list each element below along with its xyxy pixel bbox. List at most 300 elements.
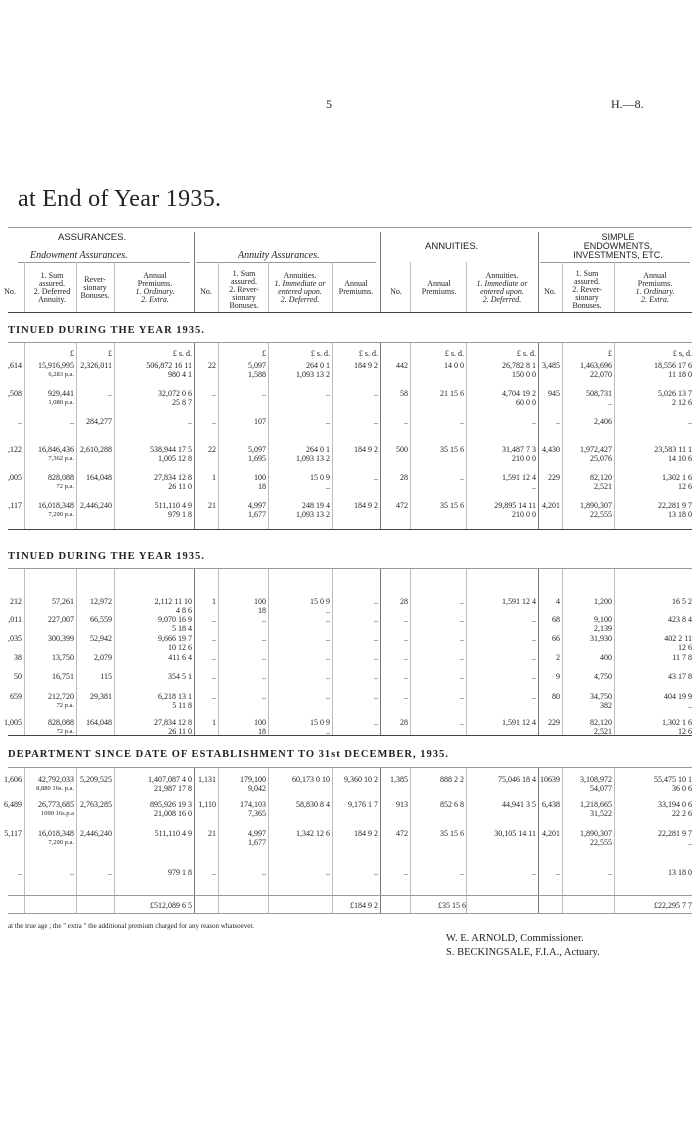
- table-cell-sub: 12 6: [678, 727, 692, 736]
- table-cell: 16 5 2: [672, 597, 692, 606]
- table-cell: 184 9 2: [354, 829, 378, 838]
- table-cell: 4,997: [248, 829, 266, 838]
- table-cell: ..: [688, 417, 692, 426]
- table-cell: 929,441: [48, 389, 74, 398]
- table-cell: ..: [374, 597, 378, 606]
- header-simple-1: SIMPLE: [601, 232, 635, 242]
- table-cell: 11 7 8: [672, 653, 692, 662]
- table-cell: 4,201: [542, 829, 560, 838]
- total-annuity-assurances: £184 9 2: [350, 901, 378, 910]
- table-cell: 22: [208, 445, 216, 454]
- table-cell: 22,281 9 7: [658, 501, 692, 510]
- table-cell: ..: [460, 718, 464, 727]
- table-cell: ..: [460, 615, 464, 624]
- table-cell-sub: 9,042: [248, 784, 266, 793]
- table-cell: ,117: [8, 501, 22, 510]
- table-cell: ..: [70, 417, 74, 426]
- table-cell: 1: [212, 473, 216, 482]
- table-cell: 212,720: [48, 692, 74, 701]
- table-cell-sub: 12 6: [678, 643, 692, 652]
- table-cell: ..: [404, 615, 408, 624]
- table-cell: ..: [374, 389, 378, 398]
- table-cell: 404 19 9: [664, 692, 692, 701]
- table-cell: 284,277: [86, 417, 112, 426]
- currency-unit: £ s. d.: [172, 349, 192, 358]
- table-cell-sub: 18: [258, 727, 266, 736]
- table-cell-sub: 26 11 0: [168, 727, 192, 736]
- table-cell: ..: [212, 692, 216, 701]
- table-cell: 29,895 14 11: [494, 501, 536, 510]
- table-cell: 1: [212, 597, 216, 606]
- table-cell: ..: [460, 417, 464, 426]
- table-cell-sub: 1,080 p.a.: [48, 399, 74, 406]
- table-cell: 300,399: [48, 634, 74, 643]
- table-cell: 22,281 9 7: [658, 829, 692, 838]
- table-cell: ..: [460, 634, 464, 643]
- table-cell: 50: [14, 672, 22, 681]
- table-cell: 4,704 19 2: [502, 389, 536, 398]
- table-cell-sub: 150 0 0: [512, 370, 536, 379]
- table-cell-sub: 210 0 0: [512, 510, 536, 519]
- table-cell: 164,048: [86, 718, 112, 727]
- table-cell-sub: 11 18 0: [668, 370, 692, 379]
- table-cell: 164,048: [86, 473, 112, 482]
- table-cell: 184 9 2: [354, 361, 378, 370]
- table-cell: ..: [212, 615, 216, 624]
- table-cell: 2,446,240: [80, 829, 112, 838]
- table-cell: ..: [460, 672, 464, 681]
- table-cell: ..: [212, 868, 216, 877]
- table-cell-sub: 8,880 16s. p.a.: [36, 785, 74, 792]
- table-cell: 68: [552, 615, 560, 624]
- section-title-1: TINUED DURING THE YEAR 1935.: [8, 325, 205, 336]
- table-cell: 5,097: [248, 445, 266, 454]
- table-cell: 44,941 3 5: [502, 800, 536, 809]
- table-cell: ..: [460, 597, 464, 606]
- table-cell: 2,326,011: [80, 361, 112, 370]
- table-cell: ..: [326, 615, 330, 624]
- table-cell: 5,097: [248, 361, 266, 370]
- table-cell: ..: [404, 672, 408, 681]
- table-cell: 4,201: [542, 501, 560, 510]
- table-cell-sub: 12 6: [678, 482, 692, 491]
- table-cell: 30,105 14 11: [494, 829, 536, 838]
- table-cell: 1,200: [594, 597, 612, 606]
- table-cell: ,035: [8, 634, 22, 643]
- table-cell: 229: [548, 718, 560, 727]
- table-cell-sub: 1,677: [248, 510, 266, 519]
- header-simple-2: ENDOWMENTS,: [583, 241, 653, 251]
- table-cell-sub: 1090 16s.p.a: [40, 810, 74, 817]
- page-number: 5: [326, 97, 332, 111]
- table-cell: 179,100: [240, 775, 266, 784]
- table-cell: 6,218 13 1: [158, 692, 192, 701]
- table-cell: 212: [10, 597, 22, 606]
- table-cell: ..: [374, 615, 378, 624]
- table-cell: 21 15 6: [440, 389, 464, 398]
- table-cell-sub: 18: [258, 606, 266, 615]
- table-cell: 1,407,087 4 0: [148, 775, 192, 784]
- table-cell: ..: [212, 634, 216, 643]
- table-cell-sub: 22,555: [590, 838, 612, 847]
- table-cell: ,508: [8, 389, 22, 398]
- table-cell: 2,446,240: [80, 501, 112, 510]
- table-cell: 1,302 1 6: [662, 473, 692, 482]
- table-cell: 229: [548, 473, 560, 482]
- table-cell: 5,117: [4, 829, 22, 838]
- table-cell: 34,750: [590, 692, 612, 701]
- header-simple-3: INVESTMENTS, ETC.: [573, 250, 663, 260]
- table-cell: 35 15 6: [440, 501, 464, 510]
- table-cell: 10639: [540, 775, 560, 784]
- table-cell: 43 17 8: [668, 672, 692, 681]
- table-cell: 354 5 1: [168, 672, 192, 681]
- currency-unit: £ s. d.: [310, 349, 330, 358]
- table-cell: ..: [326, 417, 330, 426]
- table-cell: 828,088: [48, 718, 74, 727]
- table-cell-sub: 7,290 p.a.: [48, 839, 74, 846]
- table-cell-sub: 21,987 17 8: [154, 784, 192, 793]
- table-cell: 22: [208, 361, 216, 370]
- total-endowment: £512,089 6 5: [150, 901, 192, 910]
- table-cell: ..: [556, 868, 560, 877]
- currency-unit: £: [70, 349, 74, 358]
- table-cell: 828,088: [48, 473, 74, 482]
- currency-unit: £: [108, 349, 112, 358]
- table-cell: 852 6 8: [440, 800, 464, 809]
- table-cell-sub: 382: [600, 701, 612, 710]
- signature-commissioner: W. E. ARNOLD, Commissioner.: [446, 933, 584, 944]
- table-cell: ..: [326, 672, 330, 681]
- table-cell-sub: ..: [608, 398, 612, 407]
- table-cell: 66,559: [90, 615, 112, 624]
- table-cell-sub: 54,077: [590, 784, 612, 793]
- table-cell: 979 1 8: [168, 868, 192, 877]
- table-cell: ..: [18, 868, 22, 877]
- table-cell: 174,103: [240, 800, 266, 809]
- footnote: at the true age ; the " extra " the additional premium charged for any reason whatsoever.: [8, 922, 255, 930]
- table-cell: 15 0 9: [310, 718, 330, 727]
- table-cell: ..: [374, 868, 378, 877]
- table-cell: 16,751: [52, 672, 74, 681]
- table-cell: 2,763,285: [80, 800, 112, 809]
- table-cell: 4: [556, 597, 560, 606]
- table-cell: 1: [212, 718, 216, 727]
- table-cell: ..: [460, 653, 464, 662]
- table-cell-sub: 22 2 6: [672, 809, 692, 818]
- table-cell: 80: [552, 692, 560, 701]
- table-cell: 1,606: [4, 775, 22, 784]
- table-cell-sub: 31,522: [590, 809, 612, 818]
- table-cell-sub: 1,588: [248, 370, 266, 379]
- table-cell-sub: 2,521: [594, 727, 612, 736]
- table-cell: 115: [100, 672, 112, 681]
- table-cell-sub: 2,139: [594, 624, 612, 633]
- table-cell: 184 9 2: [354, 445, 378, 454]
- table-cell: ..: [532, 615, 536, 624]
- table-cell: 35 15 6: [440, 829, 464, 838]
- table-cell-sub: 2,521: [594, 482, 612, 491]
- table-cell: 1,591 12 4: [502, 718, 536, 727]
- header-annuities: ANNUITIES.: [425, 241, 479, 252]
- table-cell: 1,005: [4, 718, 22, 727]
- section-title-3: DEPARTMENT SINCE DATE OF ESTABLISHMENT TO 31st DECEMBER, 1935.: [8, 749, 449, 760]
- table-cell: 4,430: [542, 445, 560, 454]
- table-cell-sub: 2 12 6: [672, 398, 692, 407]
- table-cell: 23,583 11 1: [654, 445, 692, 454]
- table-cell: ,614: [8, 361, 22, 370]
- table-cell-sub: 7,362 p.a.: [48, 455, 74, 462]
- table-cell: ..: [212, 389, 216, 398]
- table-cell: ..: [212, 417, 216, 426]
- table-cell: ,005: [8, 473, 22, 482]
- table-cell: ..: [460, 868, 464, 877]
- table-cell: 9,360 10 2: [344, 775, 378, 784]
- table-cell-sub: 14 10 6: [668, 454, 692, 463]
- table-cell: ..: [374, 634, 378, 643]
- table-cell: 27,834 12 8: [154, 473, 192, 482]
- table-cell: 21: [208, 829, 216, 838]
- table-cell: 1,591 12 4: [502, 473, 536, 482]
- table-cell: ..: [326, 389, 330, 398]
- table-cell-sub: 21,008 16 0: [154, 809, 192, 818]
- table-cell: 13 18 0: [668, 868, 692, 877]
- table-cell-sub: 7,290 p.a.: [48, 511, 74, 518]
- table-cell: ..: [70, 868, 74, 877]
- table-cell: 15,916,995: [38, 361, 74, 370]
- table-cell: 472: [396, 829, 408, 838]
- table-cell: 2: [556, 653, 560, 662]
- table-cell: 58,830 8 4: [296, 800, 330, 809]
- table-cell-sub: 7,365: [248, 809, 266, 818]
- table-cell: 27,834 12 8: [154, 718, 192, 727]
- table-cell: 55,475 10 1: [654, 775, 692, 784]
- col-no-2: No.: [200, 287, 212, 296]
- col-no-3: No.: [390, 287, 402, 296]
- table-cell: 15 0 9: [310, 597, 330, 606]
- table-cell: ..: [108, 389, 112, 398]
- col-no-1: No.: [4, 287, 16, 296]
- table-cell: 9,100: [594, 615, 612, 624]
- table-cell-sub: 72 p.a.: [56, 483, 74, 490]
- currency-unit: £ s. d.: [358, 349, 378, 358]
- table-cell: ..: [326, 868, 330, 877]
- table-cell: 1,890,307: [580, 829, 612, 838]
- table-cell: ,122: [8, 445, 22, 454]
- table-cell-sub: 5 11 8: [172, 701, 192, 710]
- table-cell: ..: [326, 692, 330, 701]
- col-no-4: No.: [544, 287, 556, 296]
- table-cell: 66: [552, 634, 560, 643]
- header-assurances: ASSURANCES.: [58, 232, 127, 243]
- table-cell: ..: [262, 653, 266, 662]
- currency-unit: £: [262, 349, 266, 358]
- table-cell-sub: 60 0 0: [516, 398, 536, 407]
- table-cell: ..: [326, 634, 330, 643]
- table-cell: 75,046 18 4: [498, 775, 536, 784]
- table-cell-sub: 18: [258, 482, 266, 491]
- table-cell: 58: [400, 389, 408, 398]
- table-cell: 42,792,033: [38, 775, 74, 784]
- header-endowment: Endowment Assurances.: [30, 250, 128, 261]
- table-cell: ..: [262, 672, 266, 681]
- table-cell: 1,463,696: [580, 361, 612, 370]
- document-page: 5 H.—8. at End of Year 1935. ASSURANCES. Endowment Assurances. Annuity Assurances. ANNUITIES. SIMPLE ENDOWMENTS, INVESTMENTS, ETC. No. 1. Sum assured. 2. Deferred Annuity. Rever- sionary Bonuses. Annual Premiums. 1. Ordinary. 2. Extra. No. 1. Sum assured. 2. Rever- sionary Bonuses. Annuities. 1. Immediate or entered upon. 2. Deferred. Annual Premiums. No. Annual Premiums. Annuities. 1. Immediate or entered upon. 2. Deferred. No. 1. Sum assured. 2. Rever- sionary Bonuses. Annual Premiums. 1. Ordinary. 2. Extra. TINUED DURING THE YEAR 1935. £ £ £ s. d. £ £ s. d. £ s. d. £ s. d. £ s. d. £ £ s, d. ,614 15,916,995 2,326,011 506,872 16 11 22 5,097 264 0 1 184 9 2 442 14 0 0 26,782 8 1 3,485 1,463,696 18,556 17 6 6,283 p.a. 980 4 1 1,588 1,093 13 2 150 0 0 22,070 11 18 0 ,508 929,441 .. 32,072 0 6 .. .. .. .. 58 21 15 6 4,704 19 2 945 508,731 5,026 13 7 1,080 p.a. 25 8 7 60 0 0 .. 2 12 6 .. .. 284,277 .. .. 107 .. .. .. .. .. .. 2,406 .. ,122 16,846,436 2,610,288 538,944 17 5 22 5,097 264 0 1 184 9 2 500 35 15 6 31,487 7 3 4,430 1,972,427 23,583 11 1 7,362 p.a. 1,005 12 8 1,695 1,093 13 2 210 0 0 25,076 14 10 6 ,005 828,088 164,048 27,834 12 8 1 100 15 0 9 .. 28 .. 1,591 12 4 229 82,120 1,302 1 6 72 p.a. 26 11 0 18 .. .. 2,521 12 6 ,117 16,018,348 2,446,240 511,110 4 9 21 4,997 248 19 4 184 9 2 472 35 15 6 29,895 14 11 4,201 1,890,307 22,281 9 7 7,290 p.a. 979 1 8 1,677 1,093 13 2 210 0 0 22,555 13 18 0 TINUED DURING THE YEAR 1935. 212 57,261 12,972 2,112 11 10 1 100 15 0 9 .. 28 .. 1,591 12 4 4 1,200 16 5 2 4 8 6 18 .. ,011 227,007 66,559 9,070 16 9 .. .. .. .. .. .. .. 68 9,100 423 8 4 5 18 4 2,139 ,035 300,399 52,942 9,666 19 7 .. .. .. .. .. .. .. 66 31,930 402 2 11 10 12 6 12 6 38 13,750 2,079 411 6 4 .. .. .. .. .. .. .. 2 400 11 7 8 50 16,751 115 354 5 1 .. .. .. .. .. .. .. 9 4,750 43 17 8 659 212,720 29,381 6,218 13 1 .. .. .. .. .. .. .. 80 34,750 404 19 9 72 p.a. 5 11 8 382 .. 1,005 828,088 164,048 27,834 12 8 1 100 15 0 9 .. 28 .. 1,591 12 4 229 82,120 1,302 1 6 72 p.a. 26 11 0 18 .. 2,521 12 6 DEPARTMENT SINCE DATE OF ESTABLISHMENT TO 31st DECEMBER, 1935. 1,606 42,792,033 5,209,525 1,407,087 4 0 1,131 179,100 60,173 0 10 9,360 10 2 1,385 888 2 2 75,046 18 4 10639 3,108,972 55,475 10 1 8,880 16s. p.a. 21,987 17 8 9,042 54,077 36 0 6 6,489 26,773,685 2,763,285 895,926 19 3 1,110 174,103 58,830 8 4 9,176 1 7 913 852 6 8 44,941 3 5 6,438 1,218,665 33,194 0 6 1090 16s.p.a 21,008 16 0 7,365 31,522 22 2 6 5,117 16,018,348 2,446,240 511,110 4 9 21 4,997 1,342 12 6 184 9 2 472 35 15 6 30,105 14 11 4,201 1,890,307 22,281 9 7 7,290 p.a. 1,677 22,555 .. .. .. .. 979 1 8 .. .. .. .. .. .. .. .. .. 13 18 0 £512,089 6 5 £184 9 2 £35 15 6 £22,295 7 7 at the true age ; the " extra " the additional premium charged for any reason whatsoever. W. E. ARNOLD, Commissioner. S. BECKINGSALE, F.I.A., Actuary.: [0, 0, 700, 1129]
- table-cell-sub: 210 0 0: [512, 454, 536, 463]
- currency-unit: £ s. d.: [516, 349, 536, 358]
- table-cell-sub: 22,555: [590, 510, 612, 519]
- table-cell: 1,342 12 6: [296, 829, 330, 838]
- table-cell: ..: [262, 692, 266, 701]
- table-cell: 1,218,665: [580, 800, 612, 809]
- table-cell: 6,489: [4, 800, 22, 809]
- table-cell: 2,610,288: [80, 445, 112, 454]
- table-cell-sub: 4 8 6: [176, 606, 192, 615]
- table-cell: 3,108,972: [580, 775, 612, 784]
- table-cell: ..: [262, 634, 266, 643]
- table-cell: 888 2 2: [440, 775, 464, 784]
- table-cell: 227,007: [48, 615, 74, 624]
- table-cell: 31,930: [590, 634, 612, 643]
- table-cell: ..: [608, 868, 612, 877]
- currency-unit: £: [608, 349, 612, 358]
- table-cell: ..: [108, 868, 112, 877]
- table-cell: 13,750: [52, 653, 74, 662]
- table-cell: 16,018,348: [38, 829, 74, 838]
- table-cell: 28: [400, 473, 408, 482]
- table-cell-sub: 1,093 13 2: [296, 370, 330, 379]
- table-cell: ..: [532, 868, 536, 877]
- table-cell: ..: [262, 389, 266, 398]
- table-cell: 264 0 1: [306, 361, 330, 370]
- table-cell-sub: 25,076: [590, 454, 612, 463]
- table-cell: 82,120: [590, 473, 612, 482]
- currency-unit: £ s. d.: [444, 349, 464, 358]
- table-cell: 15 0 9: [310, 473, 330, 482]
- table-cell: ..: [404, 692, 408, 701]
- table-cell-sub: ..: [688, 838, 692, 847]
- table-cell: ..: [532, 653, 536, 662]
- table-cell-sub: 5 18 4: [172, 624, 192, 633]
- table-cell: 82,120: [590, 718, 612, 727]
- table-cell: 511,110 4 9: [154, 829, 192, 838]
- table-cell: 538,944 17 5: [150, 445, 192, 454]
- table-cell: 9,176 1 7: [348, 800, 378, 809]
- table-cell: ..: [374, 692, 378, 701]
- table-cell: ..: [212, 653, 216, 662]
- table-cell: ..: [556, 417, 560, 426]
- table-cell: 100: [254, 718, 266, 727]
- table-cell: 895,926 19 3: [150, 800, 192, 809]
- table-cell: 29,381: [90, 692, 112, 701]
- table-cell: 33,194 0 6: [658, 800, 692, 809]
- table-cell: ..: [374, 672, 378, 681]
- table-cell: 913: [396, 800, 408, 809]
- table-cell: ..: [460, 473, 464, 482]
- table-cell: 1,591 12 4: [502, 597, 536, 606]
- table-cell: 442: [396, 361, 408, 370]
- table-cell: 506,872 16 11: [146, 361, 192, 370]
- signature-actuary: S. BECKINGSALE, F.I.A., Actuary.: [446, 947, 600, 958]
- table-cell: 2,079: [94, 653, 112, 662]
- table-cell: 264 0 1: [306, 445, 330, 454]
- table-cell: 107: [254, 417, 266, 426]
- table-cell: ..: [404, 417, 408, 426]
- table-cell: ..: [374, 473, 378, 482]
- table-cell: 6,438: [542, 800, 560, 809]
- table-cell-sub: 1,093 13 2: [296, 510, 330, 519]
- table-cell: 32,072 0 6: [158, 389, 192, 398]
- table-cell-sub: ..: [326, 727, 330, 736]
- table-cell: 511,110 4 9: [154, 501, 192, 510]
- header-annuity-assurances: Annuity Assurances.: [238, 250, 320, 261]
- table-cell: 1,302 1 6: [662, 718, 692, 727]
- table-cell: 945: [548, 389, 560, 398]
- table-cell: 28: [400, 597, 408, 606]
- table-cell-sub: 1,677: [248, 838, 266, 847]
- table-cell: 4,750: [594, 672, 612, 681]
- table-cell: ..: [262, 615, 266, 624]
- table-cell: 659: [10, 692, 22, 701]
- table-cell-sub: 13 18 0: [668, 510, 692, 519]
- table-cell: ..: [532, 417, 536, 426]
- table-cell: ..: [460, 692, 464, 701]
- table-cell: 1,972,427: [580, 445, 612, 454]
- table-cell: ..: [18, 417, 22, 426]
- table-cell: 16,846,436: [38, 445, 74, 454]
- table-cell: ..: [404, 868, 408, 877]
- table-cell: 500: [396, 445, 408, 454]
- table-cell: ..: [188, 417, 192, 426]
- table-cell-sub: ..: [326, 482, 330, 491]
- total-simple: £22,295 7 7: [654, 901, 692, 910]
- table-cell: 411 6 4: [168, 653, 192, 662]
- table-cell: ..: [532, 672, 536, 681]
- table-cell: ..: [404, 653, 408, 662]
- table-cell: 402 2 11: [664, 634, 692, 643]
- table-cell: 248 19 4: [302, 501, 330, 510]
- table-cell-sub: 979 1 8: [168, 510, 192, 519]
- table-cell: 100: [254, 597, 266, 606]
- table-cell-sub: ..: [326, 606, 330, 615]
- table-cell: 2,406: [594, 417, 612, 426]
- table-cell-sub: ..: [688, 701, 692, 710]
- table-cell: 12,972: [90, 597, 112, 606]
- table-cell: 14 0 0: [444, 361, 464, 370]
- table-cell: 57,261: [52, 597, 74, 606]
- table-cell: 9: [556, 672, 560, 681]
- table-cell: 35 15 6: [440, 445, 464, 454]
- table-cell: 28: [400, 718, 408, 727]
- table-cell-sub: 6,283 p.a.: [48, 371, 74, 378]
- table-cell: 508,731: [586, 389, 612, 398]
- table-cell-sub: 10 12 6: [168, 643, 192, 652]
- table-cell: 38: [14, 653, 22, 662]
- table-cell-sub: 1,093 13 2: [296, 454, 330, 463]
- table-cell: 5,209,525: [80, 775, 112, 784]
- table-cell: ..: [532, 692, 536, 701]
- table-cell: 472: [396, 501, 408, 510]
- table-cell-sub: 22,070: [590, 370, 612, 379]
- table-cell: 31,487 7 3: [502, 445, 536, 454]
- table-cell: ..: [212, 672, 216, 681]
- table-cell: 423 8 4: [668, 615, 692, 624]
- total-annuities: £35 15 6: [438, 901, 466, 910]
- table-cell: 4,997: [248, 501, 266, 510]
- table-cell: 16,018,348: [38, 501, 74, 510]
- table-cell-sub: 26 11 0: [168, 482, 192, 491]
- table-cell: 5,026 13 7: [658, 389, 692, 398]
